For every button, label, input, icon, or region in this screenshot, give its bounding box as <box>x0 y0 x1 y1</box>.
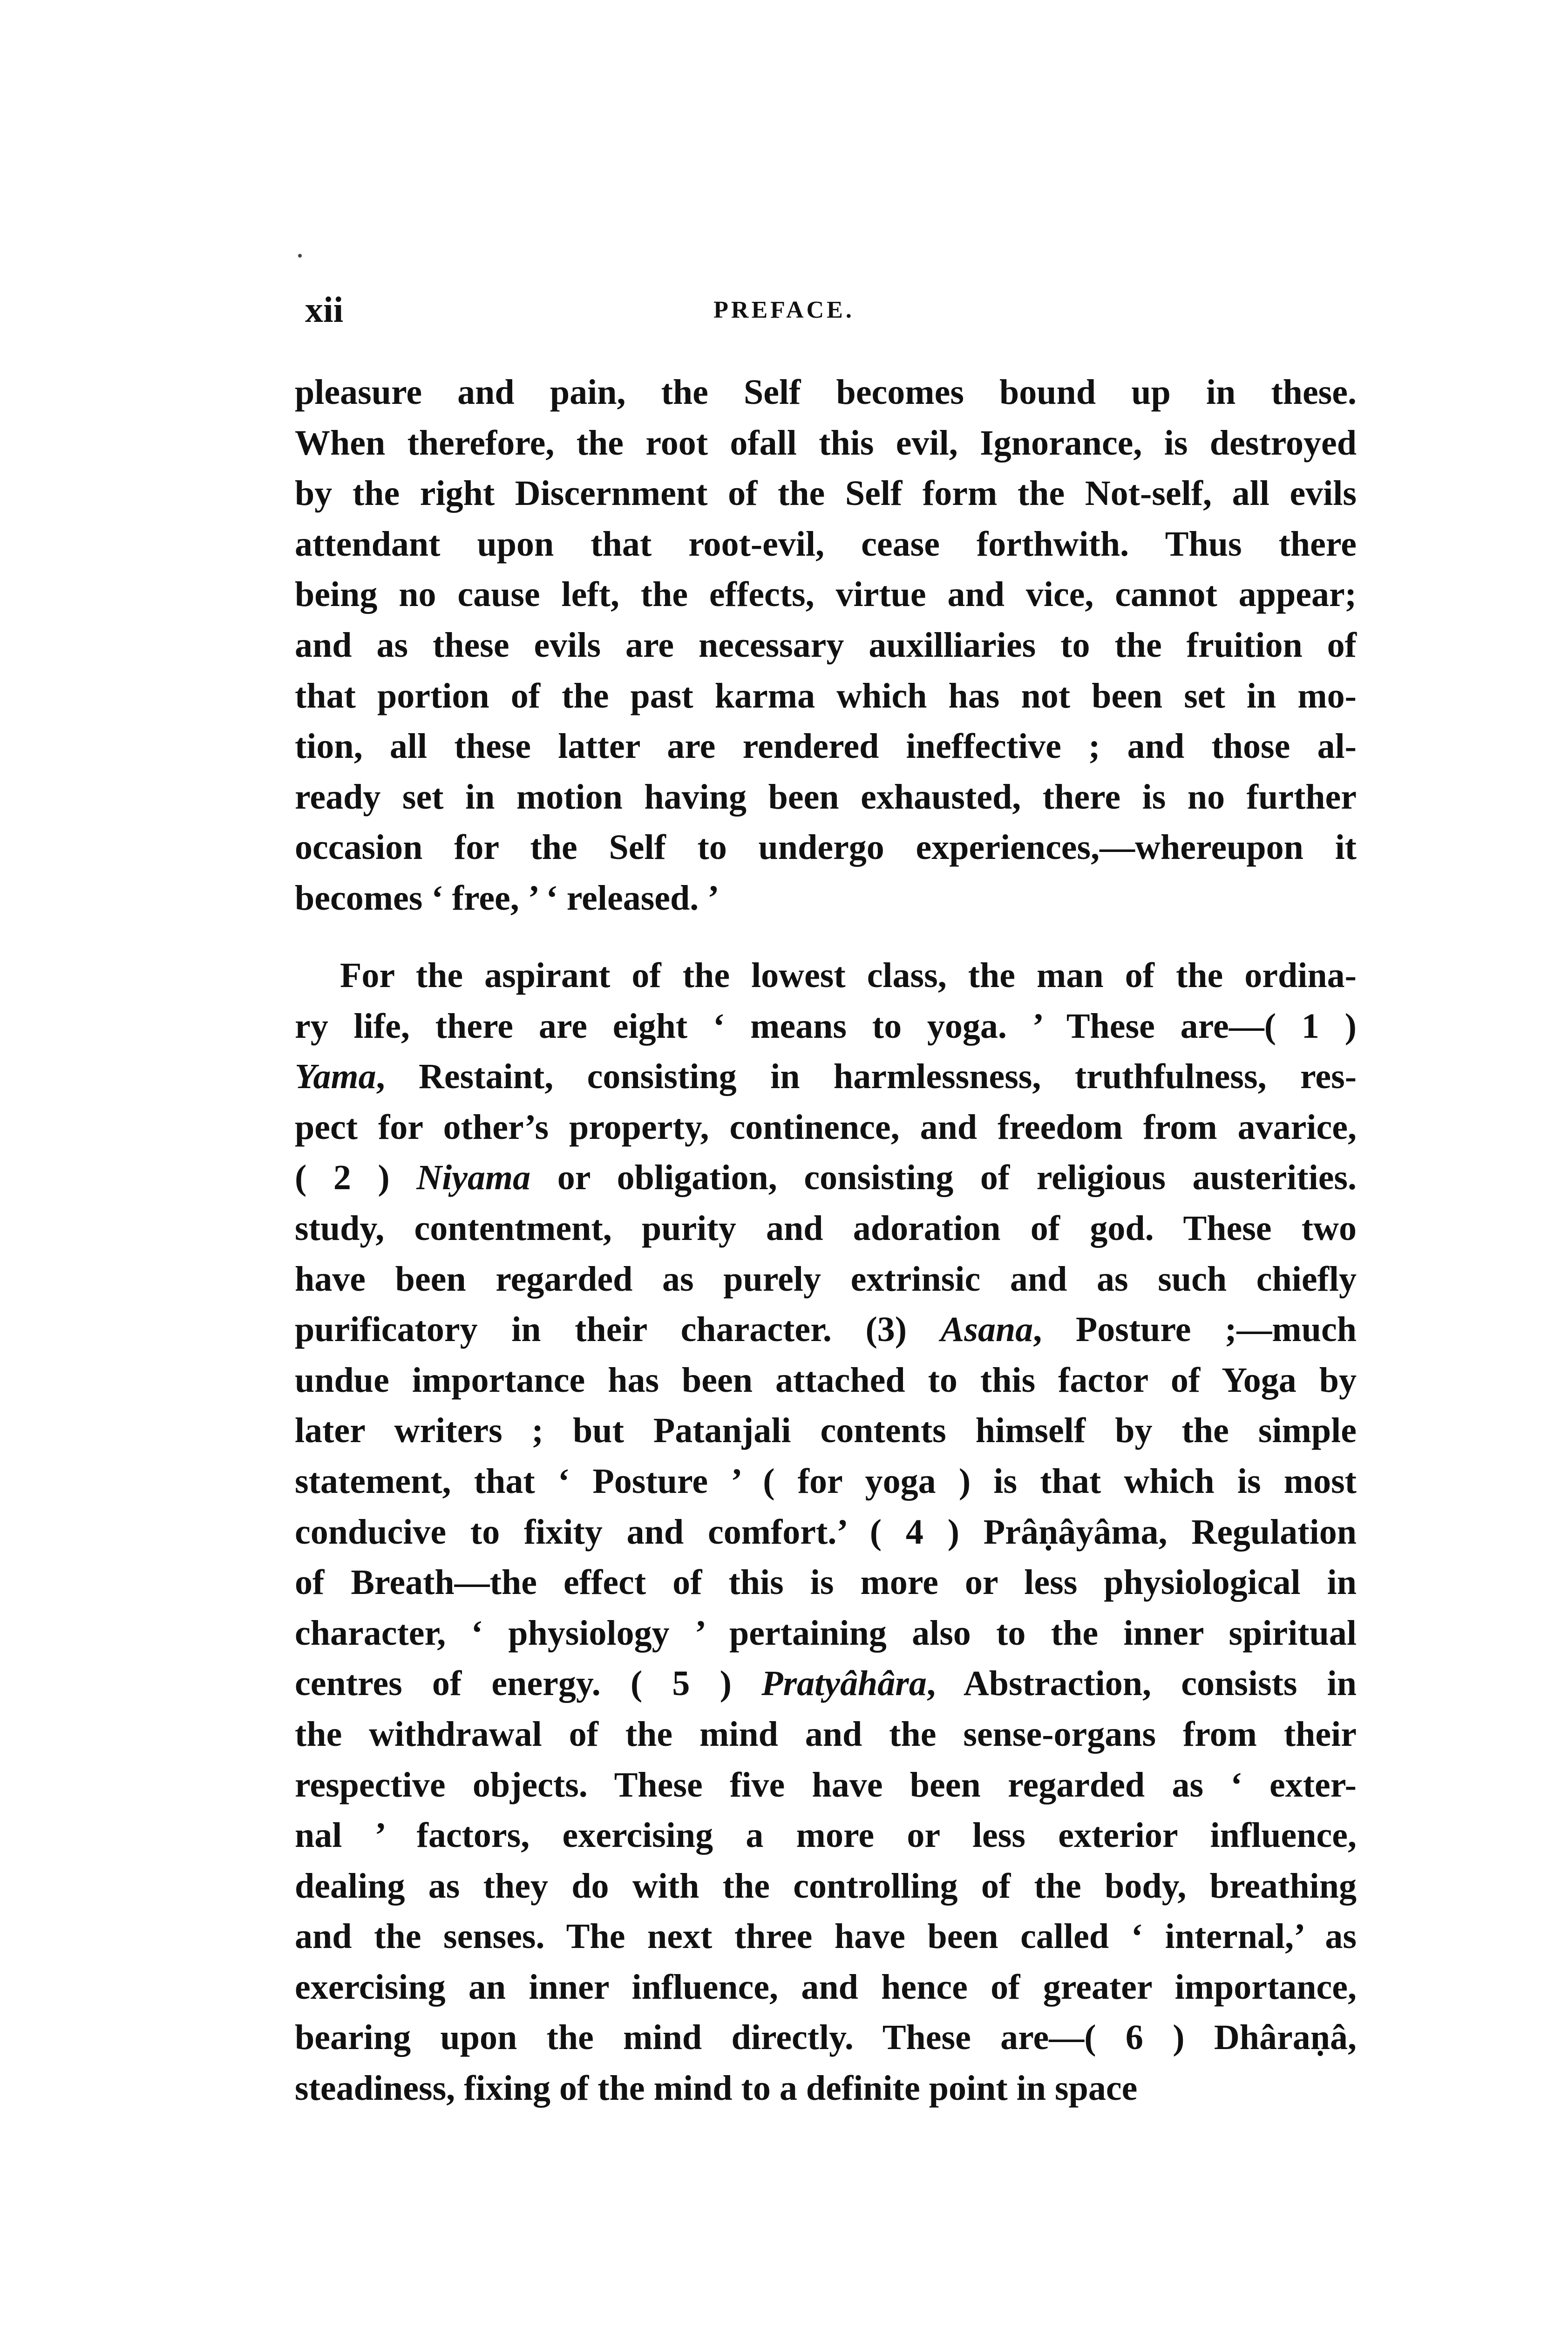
paragraph-1 <box>295 367 1357 924</box>
text-line <box>295 418 1357 469</box>
text-line <box>295 1456 1357 1507</box>
text-segment: ready set in motion having been exhausted, there is no further <box>295 777 1357 817</box>
text-line <box>295 950 1357 1001</box>
text-line <box>295 1355 1357 1406</box>
text-segment: attendant upon that root-evil, cease forthwith. Thus there <box>295 524 1357 564</box>
text-line <box>295 1001 1357 1052</box>
text-line <box>295 1658 1357 1709</box>
text-line <box>295 1152 1357 1203</box>
page-number: xii <box>305 289 344 330</box>
text-segment: respective objects. These five have been regarded as ‘ exter- <box>295 1765 1357 1805</box>
print-speck <box>298 254 302 258</box>
text-line <box>295 2012 1357 2063</box>
text-segment: by the right Discernment of the Self form the Not-self, all evils <box>295 474 1357 513</box>
text-line <box>295 822 1357 873</box>
text-line <box>295 1304 1357 1355</box>
text-segment: When therefore, the root ofall this evil, Ignorance, is destroyed <box>295 423 1357 463</box>
text-segment: conducive to fixity and comfort.’ ( 4 ) Prâṇâyâma, Regulation <box>295 1512 1357 1552</box>
text-line <box>295 873 1357 924</box>
text-segment: bearing upon the mind directly. These are—( 6 ) Dhâraṇâ, <box>295 2018 1357 2057</box>
text-line <box>295 1102 1357 1153</box>
text-segment: occasion for the Self to undergo experiences,—whereupon it <box>295 828 1357 867</box>
text-segment: the withdrawal of the mind and the sense-organs from their <box>295 1714 1357 1754</box>
text-line <box>295 2063 1357 2114</box>
text-segment: becomes ‘ free, ’ ‘ released. ’ <box>295 878 720 918</box>
text-line <box>295 1254 1357 1305</box>
text-segment: ry life, there are eight ‘ means to yoga. ’ These are—( 1 ) <box>295 1006 1357 1046</box>
text-line <box>295 620 1357 671</box>
text-segment: centres of energy. ( 5 ) <box>295 1664 762 1703</box>
text-line <box>295 1608 1357 1659</box>
italic-term: Niyama <box>416 1158 531 1198</box>
text-segment: pleasure and pain, the Self becomes bound up in these. <box>295 373 1357 412</box>
text-segment: purificatory in their character. (3) <box>295 1310 941 1349</box>
text-line <box>295 468 1357 519</box>
text-line <box>295 1861 1357 1912</box>
text-line <box>295 671 1357 722</box>
text-segment: , Posture ;—much <box>1033 1310 1357 1349</box>
text-segment: character, ‘ physiology ’ pertaining also to the inner spiritual <box>295 1613 1357 1653</box>
text-line <box>295 1810 1357 1861</box>
text-segment: that portion of the past karma which has not been set in mo- <box>295 676 1357 715</box>
text-segment: later writers ; but Patanjali contents himself by the simple <box>295 1411 1357 1451</box>
text-line <box>295 1051 1357 1102</box>
text-segment: of Breath—the effect of this is more or less physiological in <box>295 1563 1357 1602</box>
text-segment: and the senses. The next three have been called ‘ internal,’ as <box>295 1917 1357 1956</box>
text-segment: exercising an inner influence, and hence of greater importance, <box>295 1967 1357 2007</box>
text-line <box>295 1962 1357 2013</box>
text-segment: For the aspirant of the lowest class, the man of the ordina- <box>340 956 1357 995</box>
italic-term: Pratyâhâra <box>761 1664 927 1703</box>
italic-term: Asana <box>940 1310 1033 1349</box>
text-segment: statement, that ‘ Posture ’ ( for yoga ) is that which is most <box>295 1461 1357 1501</box>
text-segment: tion, all these latter are rendered ineffective ; and those al- <box>295 727 1357 766</box>
text-segment: dealing as they do with the controlling of the body, breathing <box>295 1866 1357 1906</box>
italic-term: Yama <box>295 1057 376 1096</box>
text-line <box>295 772 1357 823</box>
text-segment: being no cause left, the effects, virtue and vice, cannot appear; <box>295 575 1357 614</box>
text-line <box>295 569 1357 620</box>
text-segment: undue importance has been attached to this factor of Yoga by <box>295 1360 1357 1400</box>
text-line <box>295 367 1357 418</box>
running-title: PREFACE. <box>713 297 855 323</box>
text-segment: , Abstraction, consists in <box>926 1664 1357 1703</box>
text-segment: study, contentment, purity and adoration of god. These two <box>295 1208 1357 1248</box>
text-line <box>295 1760 1357 1811</box>
text-line <box>295 1557 1357 1608</box>
paragraph-2 <box>295 950 1357 2114</box>
text-segment: nal ’ factors, exercising a more or less exterior influence, <box>295 1816 1357 1855</box>
text-line <box>295 519 1357 570</box>
text-segment: ( 2 ) <box>295 1158 417 1198</box>
text-line <box>295 1911 1357 1962</box>
text-line <box>295 1709 1357 1760</box>
text-line <box>295 721 1357 772</box>
text-segment: have been regarded as purely extrinsic and as such chiefly <box>295 1259 1357 1299</box>
text-segment: and as these evils are necessary auxilliaries to the fruition of <box>295 625 1357 665</box>
text-line <box>295 1203 1357 1254</box>
text-segment: or obligation, consisting of religious austerities. <box>530 1158 1357 1198</box>
text-line <box>295 1507 1357 1558</box>
text-line <box>295 1405 1357 1456</box>
text-segment: pect for other’s property, continence, and freedom from avarice, <box>295 1107 1357 1147</box>
text-segment: steadiness, fixing of the mind to a definite point in space <box>295 2069 1138 2108</box>
text-segment: , Restaint, consisting in harmlessness, truthfulness, res- <box>376 1057 1357 1096</box>
